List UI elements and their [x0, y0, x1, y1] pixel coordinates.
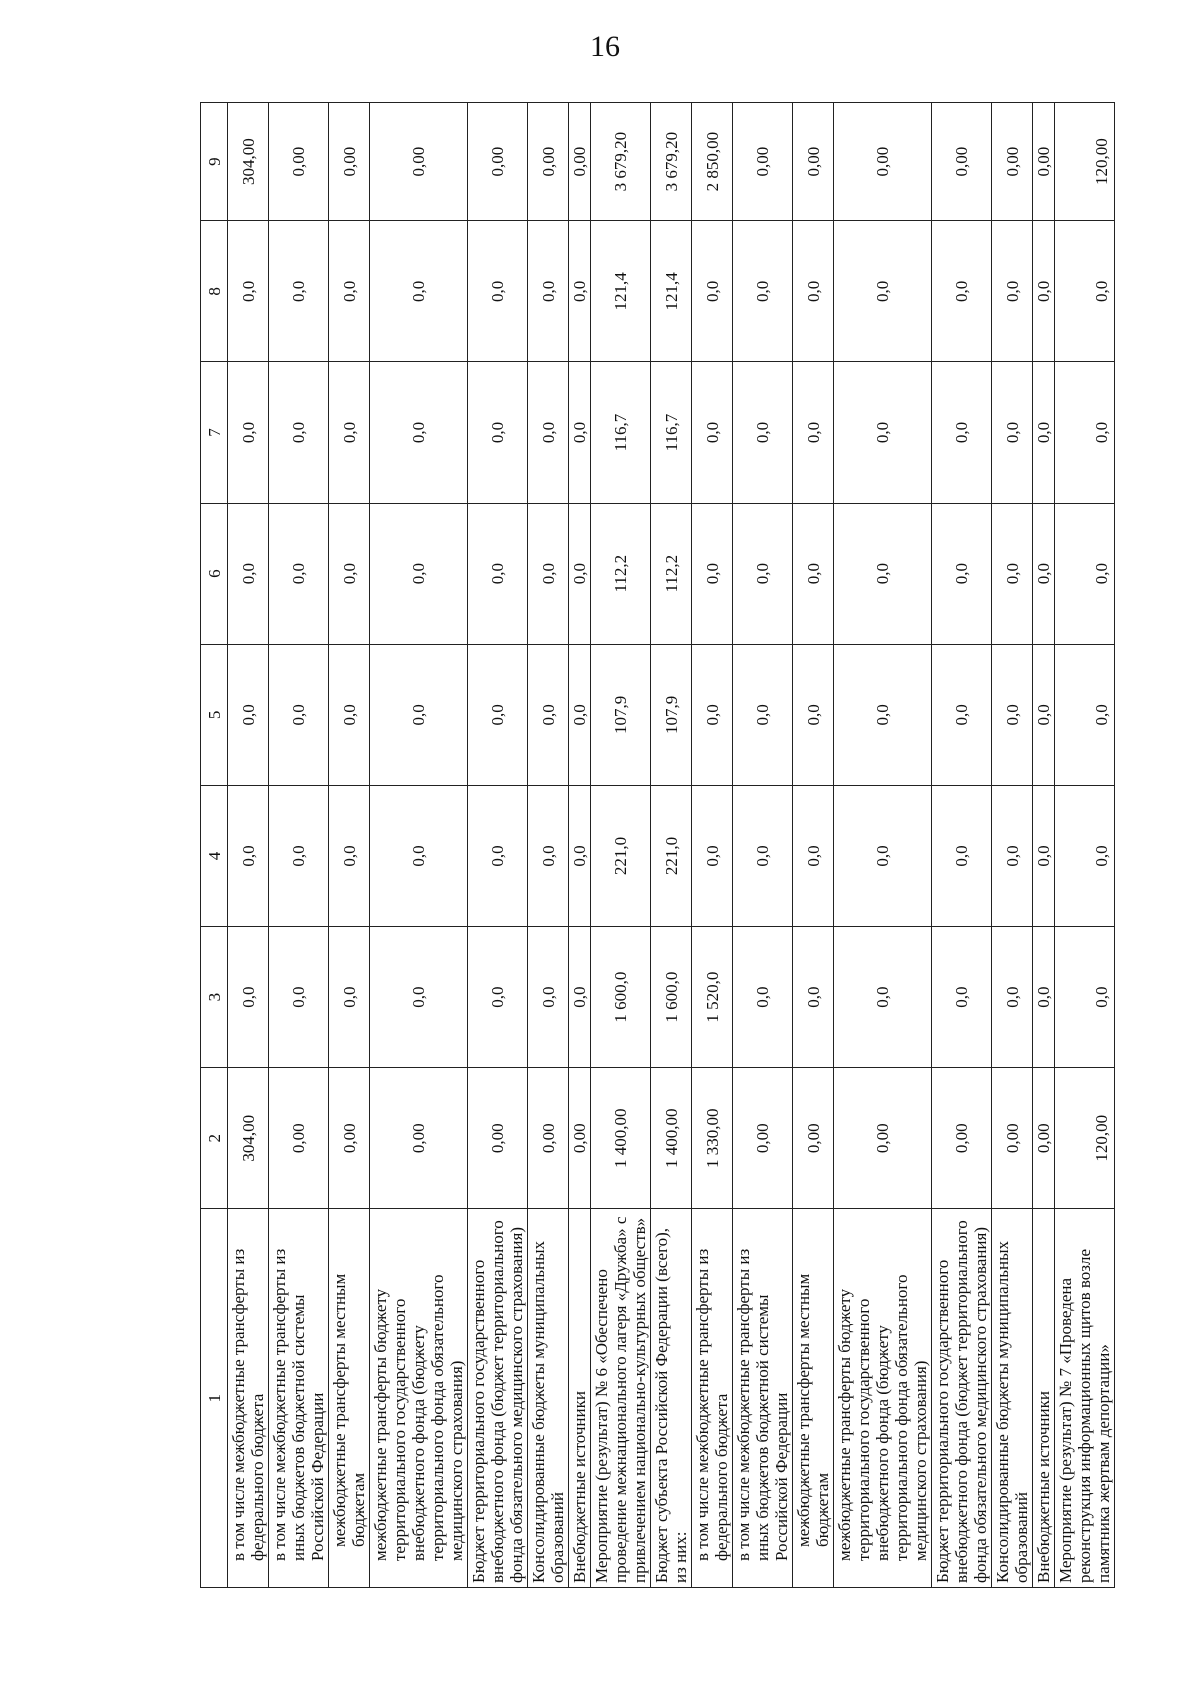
- column-header-3: 3: [201, 927, 228, 1068]
- table-row: [228, 103, 269, 1588]
- cell-value: 0,0: [1033, 503, 1055, 644]
- cell-value: 0,0: [468, 644, 528, 785]
- cell-value: 116,7: [591, 362, 651, 503]
- row-label: межбюджетные трансферты бюджету территориального государственного внебюджетного фонда (бюджету территориального фонда обязательного медицинского страхования): [834, 1209, 932, 1588]
- column-header-2: 2: [201, 1068, 228, 1209]
- cell-value: 3 679,20: [651, 103, 692, 221]
- cell-value: 0,0: [1055, 221, 1115, 362]
- cell-value: 0,0: [834, 927, 932, 1068]
- cell-value: 0,0: [1055, 644, 1115, 785]
- cell-value: 0,0: [932, 785, 992, 926]
- row-label: в том числе межбюджетные трансферты из иных бюджетов бюджетной системы Российской Федерации: [269, 1209, 329, 1588]
- cell-value: 304,00: [228, 1068, 269, 1209]
- cell-value: 0,0: [733, 362, 793, 503]
- cell-value: 0,0: [370, 927, 468, 1068]
- cell-value: 107,9: [591, 644, 651, 785]
- cell-value: 221,0: [651, 785, 692, 926]
- cell-value: 0,0: [269, 221, 329, 362]
- cell-value: 0,0: [1055, 362, 1115, 503]
- cell-value: 0,00: [733, 1068, 793, 1209]
- table-row: [651, 103, 692, 1588]
- cell-value: 0,0: [1033, 644, 1055, 785]
- cell-value: 0,0: [370, 362, 468, 503]
- cell-value: 0,0: [228, 503, 269, 644]
- cell-value: 0,00: [992, 1068, 1033, 1209]
- cell-value: 0,0: [692, 503, 733, 644]
- cell-value: 0,0: [992, 221, 1033, 362]
- cell-value: 0,0: [528, 927, 569, 1068]
- row-label: межбюджетные трансферты местным бюджетам: [793, 1209, 834, 1588]
- table-row: [468, 103, 528, 1588]
- cell-value: 1 600,0: [591, 927, 651, 1068]
- column-header-8: 8: [201, 221, 228, 362]
- table-row: [569, 103, 591, 1588]
- row-label: Бюджет субъекта Российской Федерации (всего), из них:: [651, 1209, 692, 1588]
- row-label: межбюджетные трансферты бюджету территориального государственного внебюджетного фонда (бюджету территориального фонда обязательного медицинского страхования): [370, 1209, 468, 1588]
- cell-value: 1 600,0: [651, 927, 692, 1068]
- table-row: [834, 103, 932, 1588]
- cell-value: 0,0: [228, 644, 269, 785]
- cell-value: 0,00: [528, 103, 569, 221]
- cell-value: 0,0: [329, 221, 370, 362]
- cell-value: 0,00: [269, 1068, 329, 1209]
- cell-value: 0,0: [370, 644, 468, 785]
- column-header-9: 9: [201, 103, 228, 221]
- row-label: Внебюджетные источники: [569, 1209, 591, 1588]
- cell-value: 0,00: [329, 103, 370, 221]
- table-body: [228, 103, 1115, 1588]
- cell-value: 0,0: [269, 785, 329, 926]
- cell-value: 0,0: [528, 785, 569, 926]
- cell-value: 0,00: [992, 103, 1033, 221]
- cell-value: 0,0: [733, 927, 793, 1068]
- cell-value: 0,0: [992, 644, 1033, 785]
- cell-value: 0,0: [228, 927, 269, 1068]
- page-number: 16: [590, 30, 620, 63]
- cell-value: 0,0: [569, 221, 591, 362]
- table-row: [1055, 103, 1115, 1588]
- cell-value: 0,00: [1033, 1068, 1055, 1209]
- cell-value: 0,0: [733, 503, 793, 644]
- cell-value: 0,00: [932, 1068, 992, 1209]
- row-label: межбюджетные трансферты местным бюджетам: [329, 1209, 370, 1588]
- cell-value: 0,0: [932, 644, 992, 785]
- table-row: [932, 103, 992, 1588]
- cell-value: 0,0: [834, 221, 932, 362]
- cell-value: 0,0: [733, 644, 793, 785]
- cell-value: 121,4: [651, 221, 692, 362]
- cell-value: 0,0: [228, 785, 269, 926]
- column-header-5: 5: [201, 644, 228, 785]
- cell-value: 0,00: [528, 1068, 569, 1209]
- row-label: Консолидированные бюджеты муниципальных образований: [992, 1209, 1033, 1588]
- cell-value: 107,9: [651, 644, 692, 785]
- cell-value: 0,0: [329, 362, 370, 503]
- cell-value: 1 520,0: [692, 927, 733, 1068]
- cell-value: 0,0: [1055, 785, 1115, 926]
- cell-value: 0,00: [370, 103, 468, 221]
- table-row: [528, 103, 569, 1588]
- cell-value: 0,0: [992, 362, 1033, 503]
- table-row: [370, 103, 468, 1588]
- cell-value: 0,0: [834, 503, 932, 644]
- cell-value: 0,00: [1033, 103, 1055, 221]
- row-label: Бюджет территориального государственного внебюджетного фонда (бюджет территориального фонда обязательного медицинского страхования): [932, 1209, 992, 1588]
- cell-value: 0,0: [569, 644, 591, 785]
- cell-value: 0,0: [834, 362, 932, 503]
- column-header-7: 7: [201, 362, 228, 503]
- cell-value: 0,00: [793, 1068, 834, 1209]
- cell-value: 0,0: [370, 503, 468, 644]
- cell-value: 0,0: [329, 785, 370, 926]
- row-label: Мероприятие (результат) № 7 «Проведена реконструкция информационных щитов возле памятника жертвам депортации»: [1055, 1209, 1115, 1588]
- table-row: [329, 103, 370, 1588]
- cell-value: 0,0: [1033, 221, 1055, 362]
- cell-value: 0,0: [992, 503, 1033, 644]
- cell-value: 112,2: [651, 503, 692, 644]
- cell-value: 0,0: [1033, 362, 1055, 503]
- cell-value: 0,0: [1055, 927, 1115, 1068]
- cell-value: 121,4: [591, 221, 651, 362]
- cell-value: 0,0: [834, 785, 932, 926]
- cell-value: 0,0: [329, 927, 370, 1068]
- row-label: Внебюджетные источники: [1033, 1209, 1055, 1588]
- cell-value: 0,00: [468, 1068, 528, 1209]
- cell-value: 0,00: [370, 1068, 468, 1209]
- cell-value: 0,0: [992, 785, 1033, 926]
- cell-value: 116,7: [651, 362, 692, 503]
- row-label: Бюджет территориального государственного внебюджетного фонда (бюджет территориального фонда обязательного медицинского страхования): [468, 1209, 528, 1588]
- cell-value: 0,0: [269, 644, 329, 785]
- cell-value: 0,0: [528, 221, 569, 362]
- cell-value: 0,00: [269, 103, 329, 221]
- cell-value: 0,0: [468, 362, 528, 503]
- cell-value: 0,0: [932, 503, 992, 644]
- cell-value: 0,0: [793, 785, 834, 926]
- row-label: в том числе межбюджетные трансферты из иных бюджетов бюджетной системы Российской Федерации: [733, 1209, 793, 1588]
- cell-value: 0,0: [528, 503, 569, 644]
- cell-value: 0,0: [932, 221, 992, 362]
- cell-value: 0,0: [468, 503, 528, 644]
- cell-value: 0,0: [932, 927, 992, 1068]
- cell-value: 0,0: [569, 362, 591, 503]
- cell-value: 0,0: [269, 503, 329, 644]
- cell-value: 0,0: [733, 221, 793, 362]
- cell-value: 0,0: [733, 785, 793, 926]
- cell-value: 0,0: [692, 644, 733, 785]
- cell-value: 112,2: [591, 503, 651, 644]
- cell-value: 0,0: [329, 644, 370, 785]
- cell-value: 120,00: [1055, 1068, 1115, 1209]
- cell-value: 0,0: [692, 221, 733, 362]
- table-row: [793, 103, 834, 1588]
- cell-value: 0,0: [793, 644, 834, 785]
- cell-value: 0,0: [793, 503, 834, 644]
- budget-table: [200, 102, 1115, 1588]
- cell-value: 0,0: [793, 221, 834, 362]
- cell-value: 0,0: [228, 221, 269, 362]
- row-label: Мероприятие (результат) № 6 «Обеспечено проведение межнационального лагеря «Дружба» с привлечением национально-культурных обществ»: [591, 1209, 651, 1588]
- cell-value: 0,0: [1033, 927, 1055, 1068]
- cell-value: 0,0: [269, 362, 329, 503]
- cell-value: 0,0: [468, 927, 528, 1068]
- cell-value: 0,0: [370, 221, 468, 362]
- cell-value: 0,00: [733, 103, 793, 221]
- cell-value: 0,00: [569, 1068, 591, 1209]
- cell-value: 0,0: [569, 503, 591, 644]
- cell-value: 0,0: [528, 362, 569, 503]
- cell-value: 0,0: [932, 362, 992, 503]
- row-label: Консолидированные бюджеты муниципальных образований: [528, 1209, 569, 1588]
- cell-value: 2 850,00: [692, 103, 733, 221]
- cell-value: 221,0: [591, 785, 651, 926]
- cell-value: 3 679,20: [591, 103, 651, 221]
- cell-value: 1 400,00: [651, 1068, 692, 1209]
- cell-value: 0,0: [528, 644, 569, 785]
- cell-value: 0,0: [692, 362, 733, 503]
- cell-value: 0,0: [228, 362, 269, 503]
- cell-value: 0,0: [269, 927, 329, 1068]
- cell-value: 0,0: [569, 927, 591, 1068]
- cell-value: 0,00: [569, 103, 591, 221]
- rotated-table-wrapper: [200, 102, 1113, 1588]
- cell-value: 0,00: [834, 103, 932, 221]
- cell-value: 0,0: [468, 221, 528, 362]
- cell-value: 0,00: [793, 103, 834, 221]
- column-header-6: 6: [201, 503, 228, 644]
- cell-value: 0,0: [793, 927, 834, 1068]
- cell-value: 0,0: [569, 785, 591, 926]
- table-row: [269, 103, 329, 1588]
- column-header-1: 1: [201, 1209, 228, 1588]
- cell-value: 0,00: [329, 1068, 370, 1209]
- table-row: [992, 103, 1033, 1588]
- cell-value: 0,00: [834, 1068, 932, 1209]
- cell-value: 1 330,00: [692, 1068, 733, 1209]
- cell-value: 0,0: [992, 927, 1033, 1068]
- column-header-4: 4: [201, 785, 228, 926]
- cell-value: 304,00: [228, 103, 269, 221]
- table-row: [733, 103, 793, 1588]
- cell-value: 0,0: [1033, 785, 1055, 926]
- table-row: [692, 103, 733, 1588]
- table-row: [1033, 103, 1055, 1588]
- cell-value: 0,0: [692, 785, 733, 926]
- cell-value: 120,00: [1055, 103, 1115, 221]
- table-row: [591, 103, 651, 1588]
- header-row: [201, 103, 228, 1588]
- cell-value: 0,0: [1055, 503, 1115, 644]
- cell-value: 0,0: [370, 785, 468, 926]
- cell-value: 1 400,00: [591, 1068, 651, 1209]
- cell-value: 0,0: [329, 503, 370, 644]
- row-label: в том числе межбюджетные трансферты из федерального бюджета: [228, 1209, 269, 1588]
- cell-value: 0,0: [793, 362, 834, 503]
- cell-value: 0,00: [932, 103, 992, 221]
- cell-value: 0,00: [468, 103, 528, 221]
- row-label: в том числе межбюджетные трансферты из федерального бюджета: [692, 1209, 733, 1588]
- cell-value: 0,0: [468, 785, 528, 926]
- cell-value: 0,0: [834, 644, 932, 785]
